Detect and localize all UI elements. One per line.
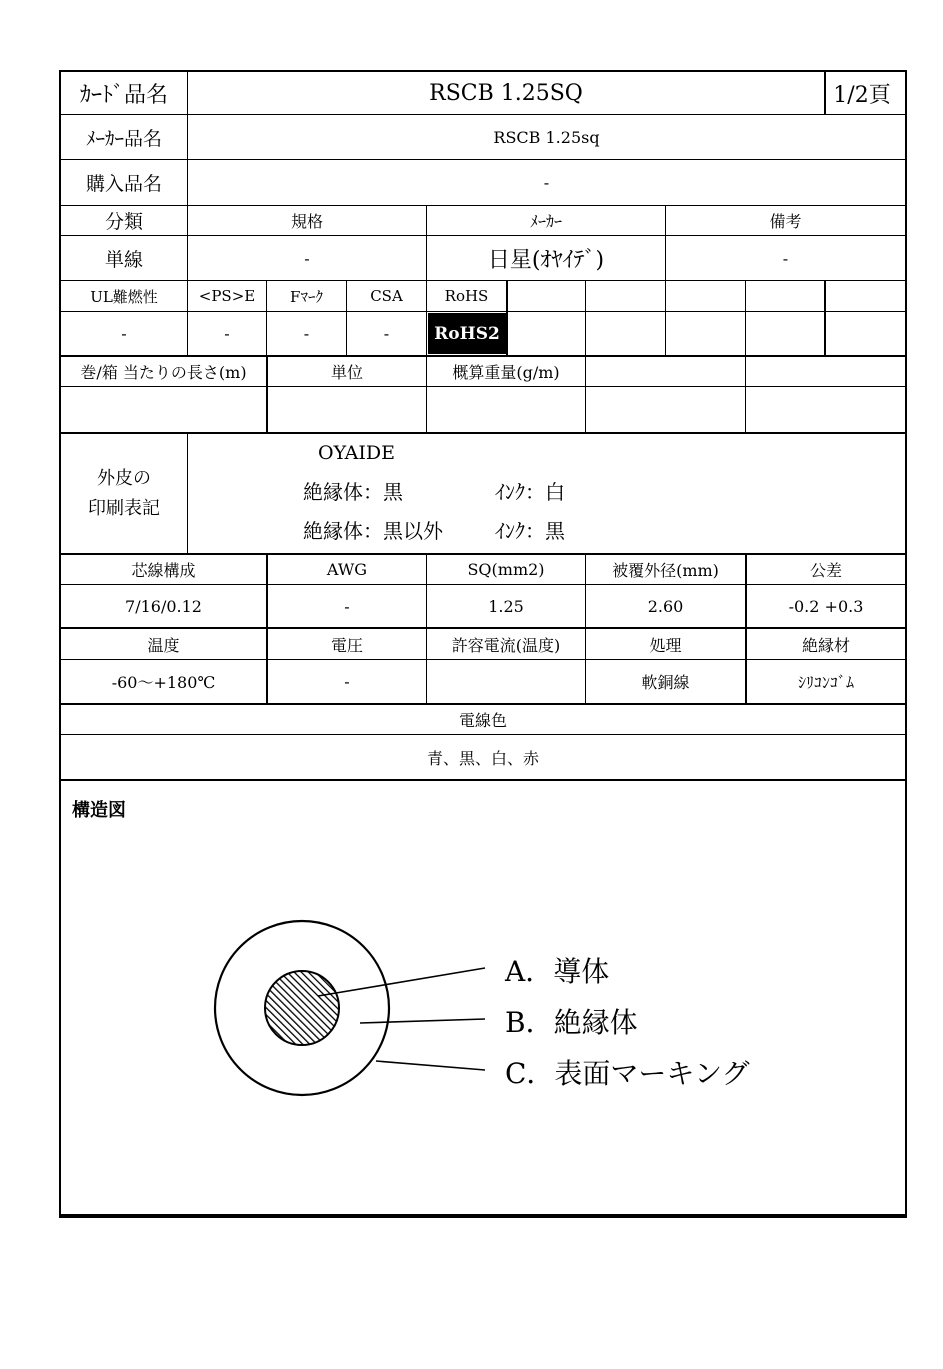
conductor-circle [265,971,339,1045]
awg-value: - [344,596,350,616]
treatment-value: 軟銅線 [641,673,690,692]
classification-value: 単線 [104,248,143,271]
rohs-header: RoHS [444,287,489,305]
print-line-3-ink: ｲﾝｸ：黒 [495,519,565,543]
voltage-header: 電圧 [330,635,363,655]
approx-weight-header: 概算重量(g/m) [452,363,560,382]
print-line-2-ink: ｲﾝｸ：白 [495,480,565,504]
remarks-header: 備考 [769,212,802,231]
leader-line-c [376,1061,485,1070]
unit-header: 単位 [330,363,363,382]
ul-flame-header: UL難燃性 [90,287,158,306]
remarks-value: - [782,248,789,268]
awg-header: AWG [326,560,368,579]
insulation-material-value: ｼﾘｺﾝｺﾞﾑ [797,673,854,692]
label-surface-marking: C．表面マーキング [505,1057,750,1090]
temperature-header: 温度 [147,635,180,655]
print-line-2-main: 絶縁体：黒 [303,480,403,504]
purchase-name-value: - [543,173,550,192]
strand-config-value: 7/16/0.12 [125,596,202,616]
print-line-3-main: 絶縁体：黒以外 [303,519,443,543]
wire-color-value: 青、黒、白、赤 [426,748,539,768]
maker-name-label: ﾒｰｶｰ品名 [85,127,162,150]
pse-header: <PS>E [198,287,256,305]
treatment-header: 処理 [649,635,682,655]
print-marking-label-line2: 印刷表記 [88,497,160,519]
standard-header: 規格 [290,212,323,231]
card-name-label: ｶｰﾄﾞ品名 [79,82,168,108]
print-marking-label-line1: 外皮の [97,467,151,489]
label-conductor: A．導体 [505,955,610,988]
purchase-name-label: 購入品名 [85,173,162,195]
standard-value: - [304,248,310,268]
sq-value: 1.25 [488,596,524,616]
strand-config-header: 芯線構成 [131,561,196,580]
label-insulation: B．絶縁体 [505,1006,638,1039]
csa-header: CSA [370,287,403,305]
print-line-1: OYAIDE [318,442,395,464]
insulation-material-header: 絶縁材 [801,635,850,655]
voltage-value: - [344,672,350,691]
wire-color-header: 電線色 [458,711,507,730]
maker-value: 日星(ｵﾔｲﾃﾞ) [487,247,605,273]
csa-value: - [383,324,390,343]
length-per-reel-header: 巻/箱 当たりの長さ(m) [80,363,247,382]
page-indicator: 1/2頁 [833,82,891,108]
maker-name-value: RSCB 1.25sq [493,127,600,147]
card-name-value: RSCB 1.25SQ [429,80,583,106]
f-mark-header: Fﾏｰｸ [290,287,323,306]
rohs2-badge: RoHS2 [428,313,506,354]
temperature-value: -60～+180℃ [111,673,216,692]
maker-header: ﾒｰｶｰ [529,212,562,231]
tolerance-value: -0.2 +0.3 [788,596,864,616]
allowable-current-header: 許容電流(温度) [451,635,561,655]
ul-flame-value: - [121,324,127,343]
outer-diameter-header: 被覆外径(mm) [612,561,719,580]
f-mark-value: - [303,324,310,343]
tolerance-header: 公差 [809,561,842,580]
structure-title: 構造図 [72,800,126,821]
pse-value: - [224,324,230,343]
sq-header: SQ(mm2) [467,560,545,579]
classification-header: 分類 [104,211,143,233]
outer-diameter-value: 2.60 [647,596,684,616]
